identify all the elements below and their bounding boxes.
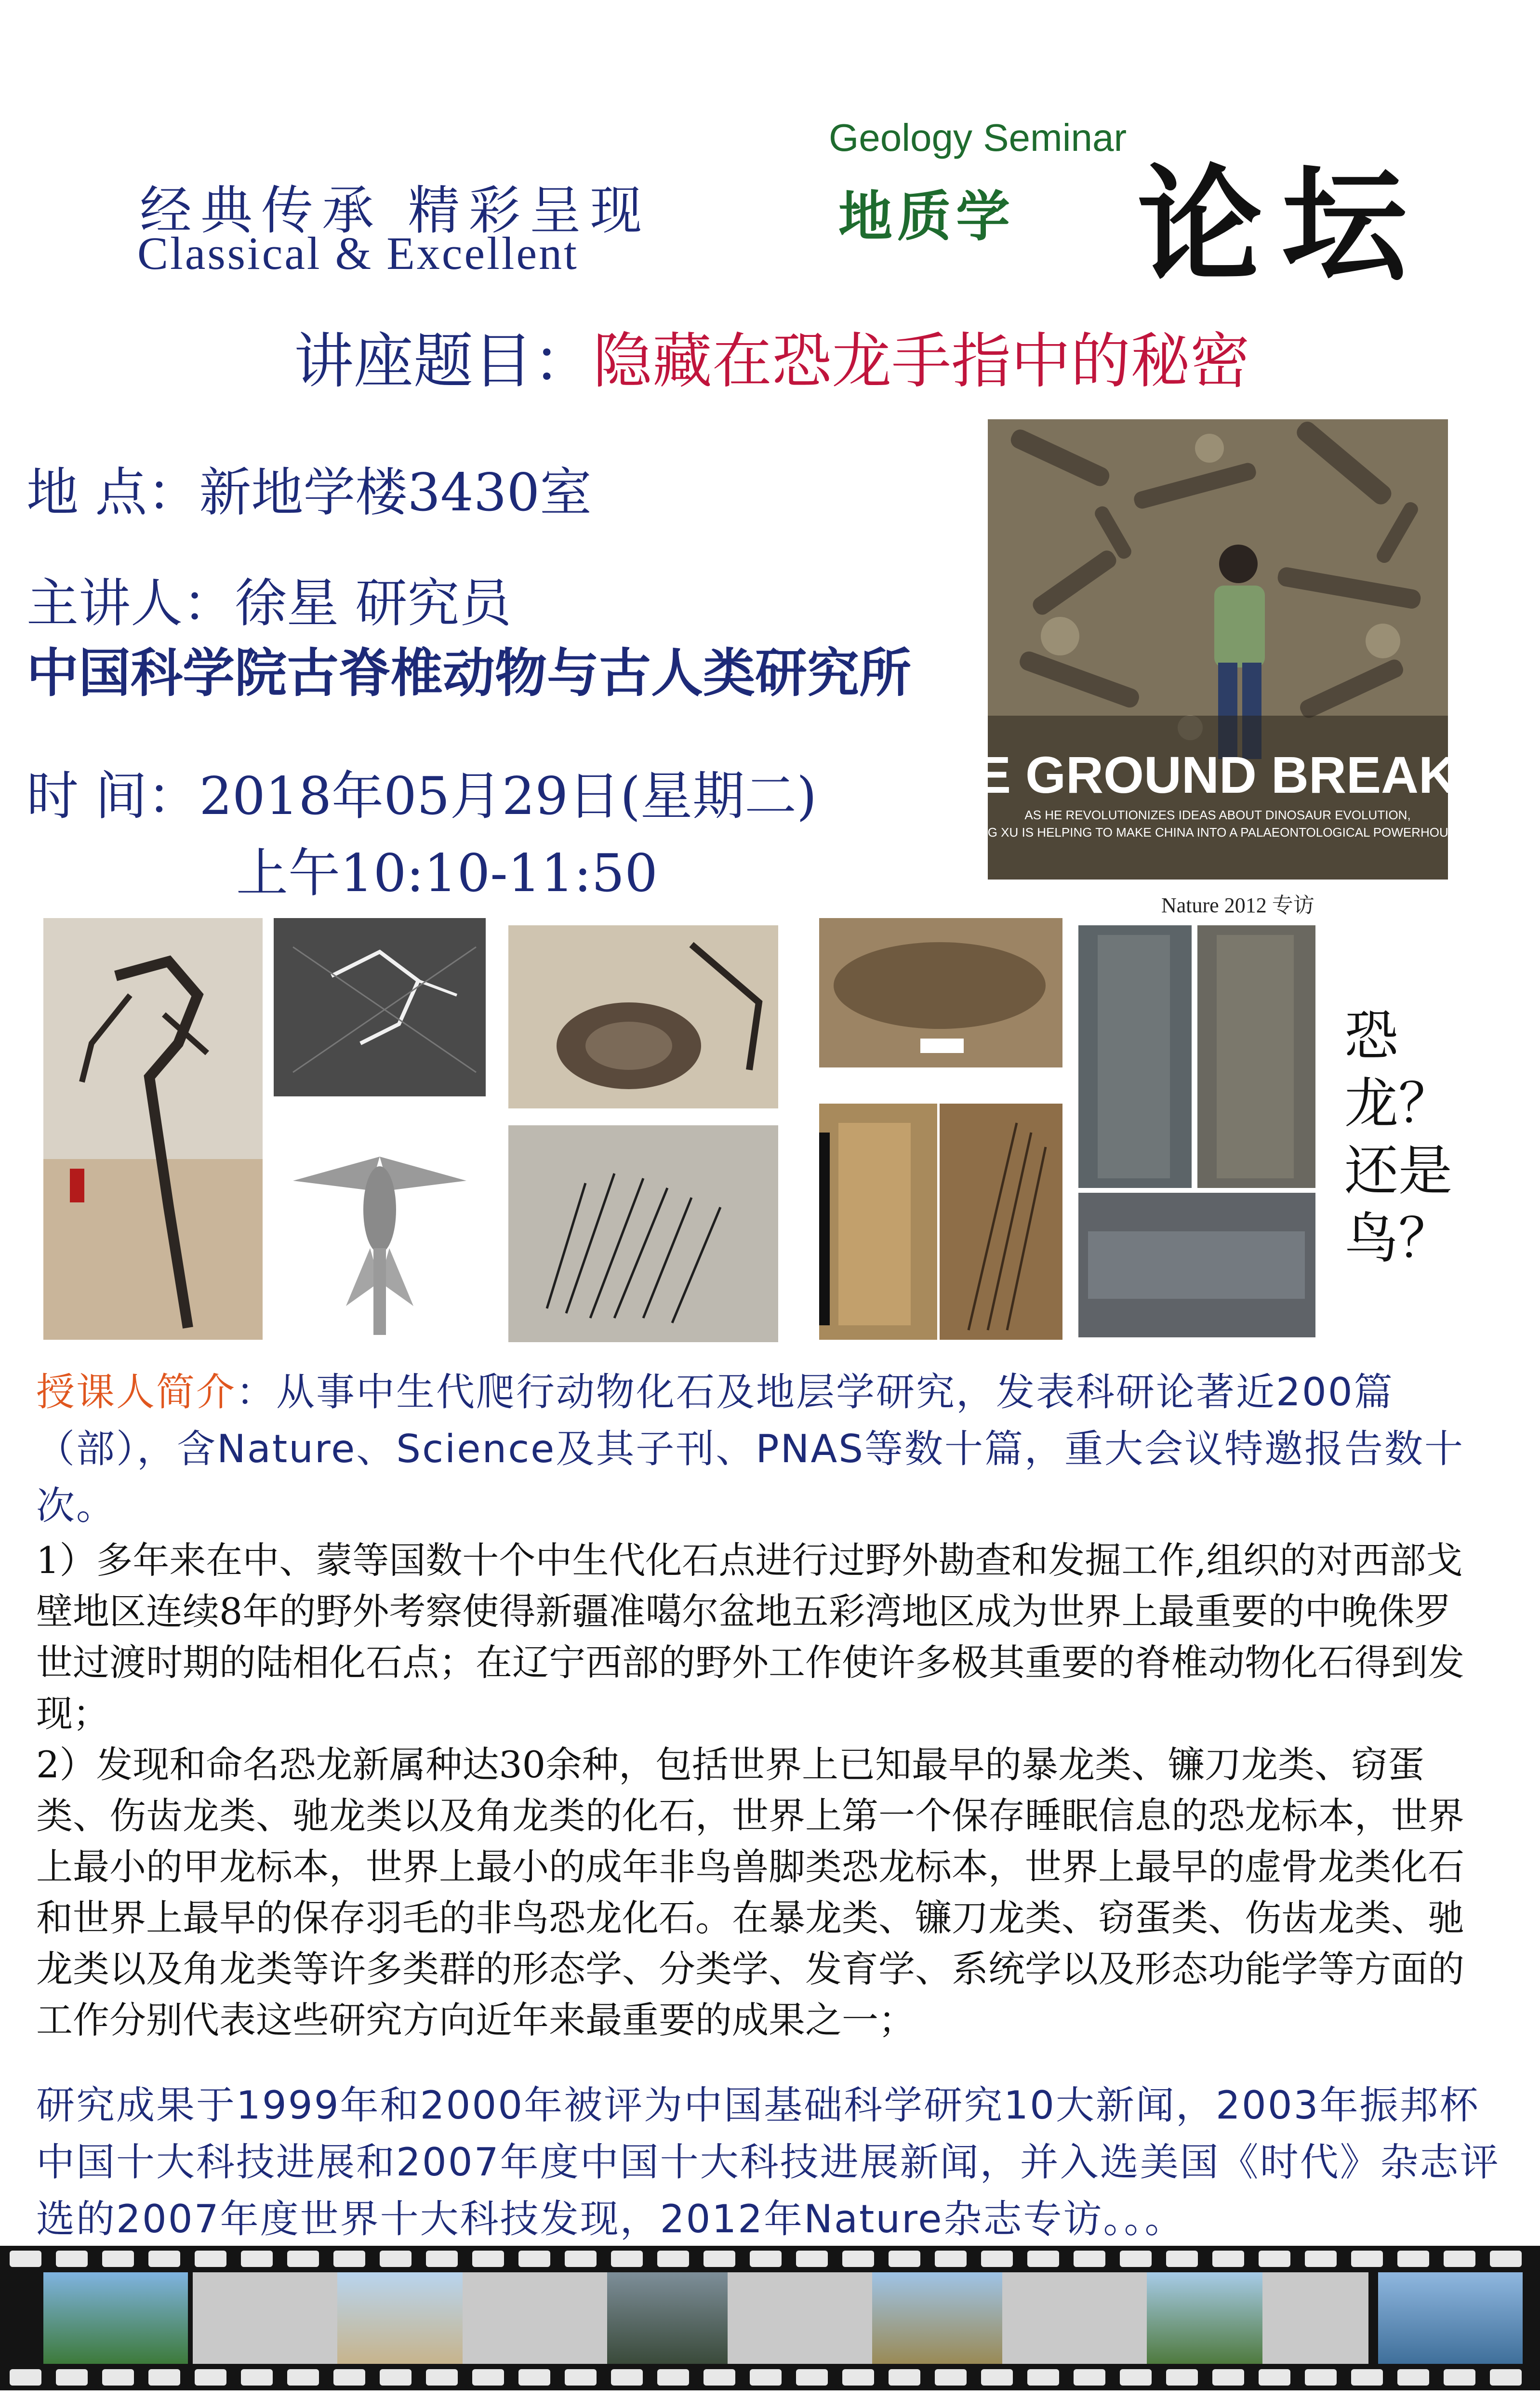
film-sprocket-hole [842, 2369, 874, 2386]
bird-reconstruction-image [274, 1123, 486, 1340]
question-line-3: 还是 [1344, 1140, 1452, 1202]
nature-subline-1: AS HE REVOLUTIONIZES IDEAS ABOUT DINOSAUR EVOLUTION, [1024, 808, 1411, 822]
film-sprocket-hole [981, 2369, 1013, 2386]
film-sprocket-hole [426, 2369, 458, 2386]
film-sprocket-hole [1490, 2251, 1522, 2267]
intro-label: 授课人简介 [36, 1370, 236, 1414]
panel-f-fossil-image [1078, 1193, 1315, 1337]
film-sprocket-hole [1305, 2251, 1337, 2267]
film-sprocket-hole [472, 2251, 504, 2267]
film-sprocket-hole [1259, 2251, 1290, 2267]
film-sprocket-hole [102, 2369, 134, 2386]
film-sprocket-hole [287, 2251, 319, 2267]
film-strip-footer [0, 2246, 1540, 2390]
research-achievements: 研究成果于1999年和2000年被评为中国基础科学研究10大新闻，2003年振邦杯中国十大科技进展和2007年度中国十大科技进展新闻，并入选美国《时代》杂志评选的2007年度世界十大科技发现，2012年Nature杂志专访。。。 [36, 2083, 1500, 2241]
fossil-photo-feathers-1 [508, 925, 778, 1108]
film-sprocket-hole [56, 2251, 88, 2267]
film-sprocket-hole [1305, 2369, 1337, 2386]
film-frame-blank-1 [193, 2272, 337, 2364]
question-line-2: 龙？ [1344, 1072, 1452, 1135]
fossil-photo-slab [819, 918, 1062, 1067]
film-sprocket-hole [56, 2369, 88, 2386]
dinosaur-or-bird-question [1344, 1002, 1452, 1272]
film-frame-landscape-6 [1378, 2272, 1523, 2364]
skeleton-fossil-image [43, 918, 263, 1340]
film-sprocket-hole [1212, 2251, 1244, 2267]
intro-text: ：从事中生代爬行动物化石及地层学研究，发表科研论著近200篇（部），含Nature、Science及其子刊、PNAS等数十篇，重大会议特邀报告数十次。 [36, 1370, 1464, 1528]
film-sprocket-hole [426, 2251, 458, 2267]
film-sprocket-hole [1397, 2251, 1429, 2267]
speaker-bio-body [36, 1535, 1482, 2046]
film-sprocket-hole [518, 2251, 550, 2267]
film-sprocket-hole [1490, 2369, 1522, 2386]
film-sprocket-hole [518, 2369, 550, 2386]
forum-title: 论坛 [1137, 153, 1426, 299]
film-sprocket-hole [657, 2369, 689, 2386]
film-sprocket-hole [796, 2251, 828, 2267]
feather-fossil-image-2 [508, 1125, 778, 1342]
film-sprocket-hole [10, 2251, 41, 2267]
film-sprocket-hole [889, 2369, 920, 2386]
film-sprocket-hole [195, 2251, 226, 2267]
film-frame-blank-5 [1262, 2272, 1368, 2364]
film-sprocket-hole [611, 2369, 643, 2386]
fossil-photo-panel-e [1197, 925, 1315, 1188]
fossil-photo-reconstruction [274, 1123, 486, 1340]
speaker: 主讲人：徐星 研究员 [27, 573, 512, 634]
nature-headline: THE GROUND BREAKER [906, 746, 1529, 804]
fossil-photo-xray [274, 918, 486, 1096]
film-sprocket-hole [935, 2251, 967, 2267]
nature-caption: Nature 2012 专访 [1161, 893, 1314, 917]
film-sprocket-hole [1027, 2369, 1059, 2386]
film-sprocket-hole [148, 2251, 180, 2267]
film-sprocket-hole [611, 2251, 643, 2267]
film-sprocket-hole [704, 2251, 735, 2267]
fossil-bed-illustration [906, 419, 1529, 880]
time-range: 上午10:10-11:50 [236, 843, 658, 904]
film-sprocket-hole [796, 2369, 828, 2386]
film-sprocket-hole [1166, 2251, 1198, 2267]
seminar-chinese-title: 地质学 [838, 186, 1015, 248]
question-line-4: 鸟？ [1344, 1207, 1452, 1270]
film-sprocket-hole [380, 2369, 412, 2386]
date: 时 间：2018年05月29日(星期二) [27, 766, 817, 827]
film-sprocket-hole [1444, 2369, 1475, 2386]
film-sprocket-hole [1120, 2369, 1152, 2386]
institute: 中国科学院古脊椎动物与古人类研究所 [27, 643, 912, 704]
film-sprocket-hole [333, 2251, 365, 2267]
nature-cover-photo [906, 419, 1529, 880]
film-sprocket-hole [889, 2251, 920, 2267]
film-sprocket-hole [750, 2369, 782, 2386]
fossil-photo-feathers-2 [508, 1125, 778, 1342]
question-line-1: 恐 [1344, 1005, 1398, 1067]
film-frame-landscape-5 [1132, 2272, 1277, 2364]
xray-fossil-image [274, 918, 486, 1096]
film-sprocket-hole [704, 2369, 735, 2386]
slab-fossil-image [819, 918, 1062, 1067]
fossil-photo-panel-d [1078, 925, 1192, 1188]
film-sprocket-hole [380, 2251, 412, 2267]
film-sprocket-hole [1212, 2369, 1244, 2386]
film-sprocket-hole [1120, 2251, 1152, 2267]
film-sprocket-hole [981, 2251, 1013, 2267]
film-sprocket-hole [935, 2369, 967, 2386]
film-sprocket-hole [195, 2369, 226, 2386]
film-frame-landscape-1 [43, 2272, 188, 2364]
slogan-chinese: 经典传承 精彩呈现 [140, 181, 651, 241]
film-frame-landscape-3 [588, 2272, 732, 2364]
film-sprocket-hole [750, 2251, 782, 2267]
film-sprocket-hole [1444, 2251, 1475, 2267]
fossil-photo-skeleton [43, 918, 263, 1340]
film-frame-blank-3 [728, 2272, 872, 2364]
film-sprocket-hole [333, 2369, 365, 2386]
film-sprocket-hole [1351, 2251, 1383, 2267]
bio-paragraph-1: 1）多年来在中、蒙等国数十个中生代化石点进行过野外勘查和发掘工作,组织的对西部戈壁地区连续8年的野外考察使得新疆准噶尔盆地五彩湾地区成为世界上最重要的中晚侏罗世过渡时期的陆相化石点；在辽宁西部的野外工作使许多极其重要的脊椎动物化石得到发现； [36, 1539, 1464, 1735]
film-sprocket-hole [241, 2369, 273, 2386]
film-sprocket-hole [241, 2251, 273, 2267]
bio-paragraph-2: 2）发现和命名恐龙新属种达30余种，包括世界上已知最早的暴龙类、镰刀龙类、窃蛋类、伤齿龙类、驰龙类以及角龙类的化石，世界上第一个保存睡眠信息的恐龙标本，世界上最小的甲龙标本，世界上最小的成年非鸟兽脚类恐龙标本，世界上最早的虚骨龙类化石和世界上最早的保存羽毛的非鸟恐龙化石。在暴龙类、镰刀龙类、窃蛋类、伤齿龙类、驰龙类以及角龙类等许多类群的形态学、分类学、发育学、系统学以及形态功能学等方面的工作分别代表这些研究方向近年来最重要的成果之一； [36, 1743, 1464, 2041]
slogan-english: Classical & Excellent [137, 227, 579, 279]
film-frame-landscape-4 [863, 2272, 1007, 2364]
film-sprocket-hole [1027, 2251, 1059, 2267]
seminar-english-title: Geology Seminar [829, 116, 1127, 159]
panel-e-fossil-image [1197, 925, 1315, 1188]
film-sprocket-hole [1259, 2369, 1290, 2386]
film-sprocket-hole [1074, 2369, 1105, 2386]
film-sprocket-hole [102, 2251, 134, 2267]
film-sprocket-hole [287, 2369, 319, 2386]
film-sprocket-hole [1166, 2369, 1198, 2386]
speaker-introduction [36, 1364, 1482, 1534]
film-sprocket-hole [1397, 2369, 1429, 2386]
film-frame-blank-4 [1002, 2272, 1147, 2364]
film-sprocket-hole [565, 2251, 597, 2267]
film-sprocket-hole [148, 2369, 180, 2386]
lecture-heading [294, 313, 1250, 399]
panel-c-fossil-image [940, 1104, 1062, 1340]
venue: 地 点：新地学楼3430室 [27, 463, 592, 523]
film-sprocket-hole [10, 2369, 41, 2386]
fossil-photo-panel-c [940, 1104, 1062, 1340]
film-frame-blank-2 [463, 2272, 607, 2364]
feather-fossil-image-1 [508, 925, 778, 1108]
nature-subline-2: XING XU IS HELPING TO MAKE CHINA INTO A PALAEONTOLOGICAL POWERHOUSE. [967, 825, 1469, 840]
film-sprocket-hole [657, 2251, 689, 2267]
panel-b-fossil-image [819, 1104, 937, 1340]
film-sprocket-hole [1074, 2251, 1105, 2267]
film-frame-landscape-2 [318, 2272, 463, 2364]
film-sprocket-hole [472, 2369, 504, 2386]
fossil-photo-panel-b [819, 1104, 937, 1340]
panel-d-fossil-image [1078, 925, 1192, 1188]
lecture-title: 隐藏在恐龙手指中的秘密 [593, 327, 1250, 396]
lecture-label: 讲座题目： [294, 327, 593, 396]
film-sprocket-hole [565, 2369, 597, 2386]
film-sprocket-hole [1351, 2369, 1383, 2386]
fossil-photo-panel-f [1078, 1193, 1315, 1337]
film-sprocket-hole [842, 2251, 874, 2267]
